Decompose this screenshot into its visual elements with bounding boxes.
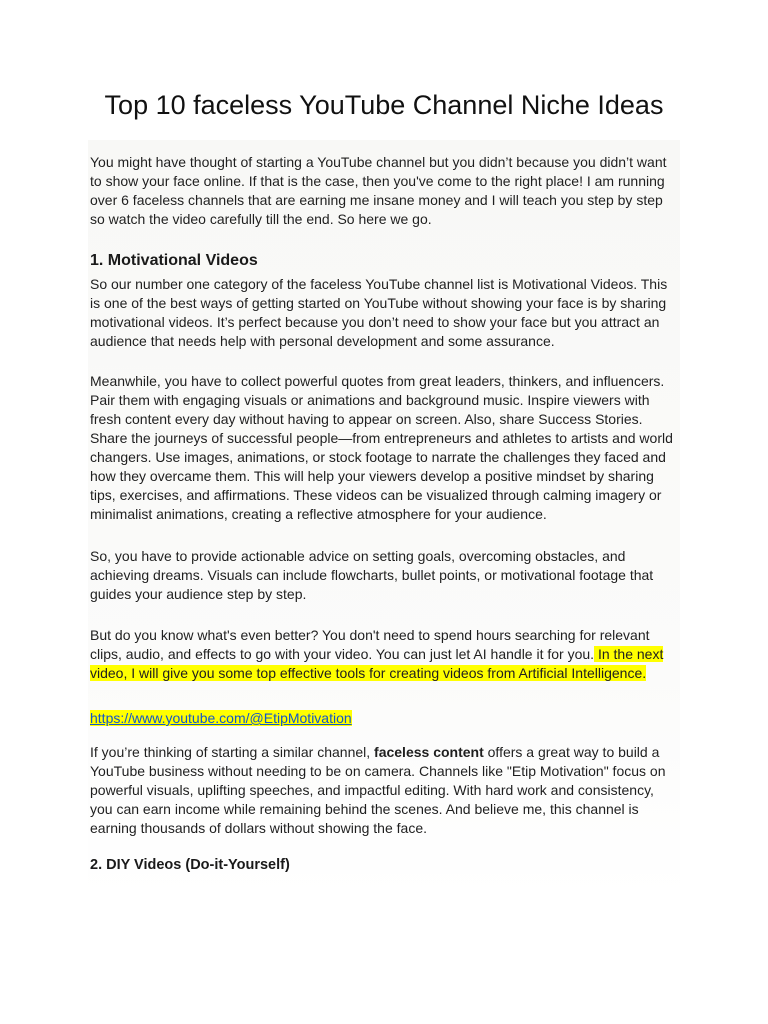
paragraph-text: But do you know what's even better? You don't need to spend hours searching for relevant clips, audio, and effects to go with your video. You can just let AI handle it for you. <box>90 627 650 662</box>
intro-paragraph: You might have thought of starting a YouTube channel but you didn’t because you didn’t want to show your face online. If that is the case, then you've come to the right place! I am running over 6 faceless channels that are earning me insane money and I will teach you step by step so watch the video carefully till the end. So here we go. <box>90 154 667 227</box>
link-paragraph <box>90 709 680 728</box>
paragraph-motivational-5 <box>90 743 680 838</box>
document-body <box>90 153 680 875</box>
paragraph-motivational-2: Meanwhile, you have to collect powerful quotes from great leaders, thinkers, and influencers. Pair them with engaging visuals or animations and background music. Inspire viewers with fresh content every day without having to appear on screen. Also, share Success Stories. Share the journeys of successful people—from entrepreneurs and athletes to artists and world changers. Use images, animations, or stock footage to narrate the challenges they faced and how they overcame them. This will help your viewers develop a positive mindset by sharing tips, exercises, and affirmations. These videos can be visualized through calming imagery or minimalist animations, creating a reflective atmosphere for your audience. <box>90 373 673 522</box>
paragraph-motivational-4 <box>90 626 680 683</box>
highlighted-text: In the next video, I will give you some top effective tools for creating videos from Artificial Intelligence. <box>90 646 664 681</box>
section-heading-motivational: 1. Motivational Videos <box>90 252 258 269</box>
paragraph-text: If you’re thinking of starting a similar channel, <box>90 744 375 760</box>
section-heading-diy: 2. DIY Videos (Do-it-Yourself) <box>90 857 290 873</box>
paragraph-text: offers a great way to build a YouTube business without needing to be on camera. Channels like "Etip Motivation" focus on powerful visuals, uplifting speeches, and impactful editing. With hard work and consistency, you can earn income while remaining behind the scenes. And believe me, this channel is earning thousands of dollars without showing the face. <box>90 744 666 836</box>
paragraph-motivational-1: So our number one category of the faceless YouTube channel list is Motivational Videos. This is one of the best ways of getting started on YouTube without showing your face is by sharing motivational videos. It’s perfect because you don’t need to show your face but you attract an audience that needs help with personal development and some assurance. <box>90 276 668 349</box>
page-title: Top 10 faceless YouTube Channel Niche Ideas <box>104 90 664 120</box>
paragraph-motivational-3: So, you have to provide actionable advice on setting goals, overcoming obstacles, and achieving dreams. Visuals can include flowcharts, bullet points, or motivational footage that guides your audience step by step. <box>90 548 654 602</box>
youtube-channel-link[interactable]: https://www.youtube.com/@EtipMotivation <box>90 710 352 726</box>
bold-text: faceless content <box>374 744 484 760</box>
